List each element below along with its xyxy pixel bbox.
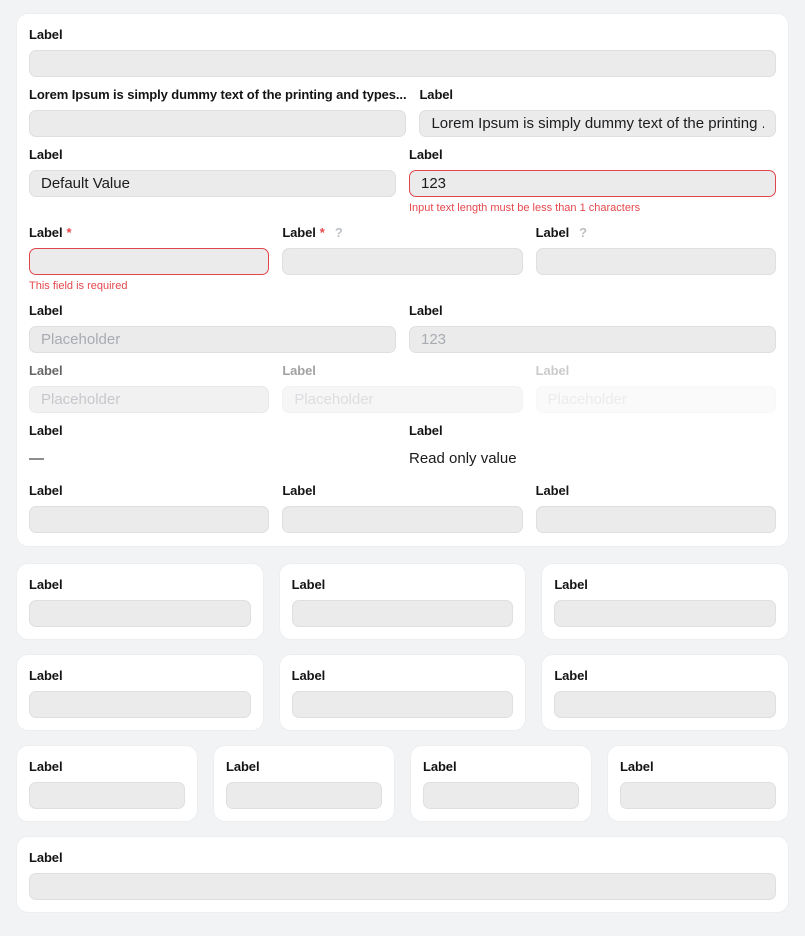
- field-label: Label: [226, 759, 260, 774]
- field-label: Label: [291, 577, 326, 592]
- field-basic: [282, 483, 522, 533]
- field-card: [541, 654, 789, 731]
- field-label: Label: [423, 759, 457, 774]
- text-input[interactable]: [29, 782, 185, 809]
- text-input[interactable]: [29, 170, 396, 197]
- field-label: Label: [29, 668, 63, 683]
- field-label: Label: [29, 363, 63, 378]
- field-length-error: [409, 147, 776, 215]
- field-label: Label: [282, 363, 316, 378]
- text-input-error[interactable]: [29, 248, 269, 275]
- field-basic: [29, 483, 269, 533]
- field-disabled-1: [29, 363, 269, 413]
- field-label: Label: [29, 225, 63, 240]
- field-disabled-2: [282, 363, 522, 413]
- text-input[interactable]: [282, 506, 522, 533]
- required-asterisk: *: [319, 225, 325, 240]
- field-number-placeholder: [409, 303, 776, 353]
- field-card: [410, 745, 592, 822]
- text-input-disabled: [282, 386, 522, 413]
- field-label: Label: [419, 87, 453, 102]
- text-input[interactable]: [554, 600, 776, 627]
- text-input-disabled: [536, 386, 776, 413]
- text-input-error[interactable]: [409, 170, 776, 197]
- field-label: Label: [535, 225, 570, 240]
- field-card: [16, 745, 198, 822]
- text-input[interactable]: [292, 691, 514, 718]
- text-input[interactable]: [419, 110, 776, 137]
- field-label: Label: [535, 483, 570, 498]
- text-input-disabled: [29, 386, 269, 413]
- form-row-3: [29, 147, 776, 215]
- text-input[interactable]: [423, 782, 579, 809]
- field-long-value: [419, 87, 776, 137]
- field-readonly: [409, 423, 776, 468]
- field-label: Label: [29, 423, 63, 438]
- form-card: [16, 13, 789, 547]
- form-row-4: [29, 225, 776, 293]
- field-card: [16, 654, 264, 731]
- field-required-error: [29, 225, 269, 293]
- error-message: Input text length must be less than 1 characters: [409, 202, 641, 214]
- readonly-value: —: [29, 450, 44, 467]
- field-placeholder: [29, 303, 396, 353]
- field-card: [16, 563, 264, 640]
- field-label: Label: [409, 303, 443, 318]
- number-input[interactable]: [409, 326, 776, 353]
- text-input[interactable]: [29, 691, 251, 718]
- field-long-label: [29, 87, 406, 137]
- field-label: Label: [409, 147, 443, 162]
- field-label: Label: [620, 759, 654, 774]
- field-readonly-empty: [29, 423, 396, 468]
- field-card-full: [16, 836, 789, 913]
- field-label: Label: [29, 303, 63, 318]
- field-label: Label: [29, 27, 63, 42]
- field-label: Label: [554, 577, 588, 592]
- text-input[interactable]: [282, 248, 522, 275]
- card-row-1: [16, 563, 789, 640]
- text-input[interactable]: [536, 506, 776, 533]
- help-icon[interactable]: ?: [334, 225, 343, 240]
- form-row-6: [29, 363, 776, 413]
- text-input[interactable]: [536, 248, 776, 275]
- form-row-8: [29, 483, 776, 533]
- required-asterisk: *: [66, 225, 72, 240]
- readonly-value: Read only value: [409, 450, 517, 467]
- card-row-3: [16, 745, 789, 822]
- text-input[interactable]: [29, 50, 776, 77]
- text-input[interactable]: [29, 600, 251, 627]
- text-input[interactable]: [620, 782, 776, 809]
- text-input[interactable]: [554, 691, 776, 718]
- field-card: [607, 745, 789, 822]
- text-input[interactable]: [226, 782, 382, 809]
- text-input[interactable]: [29, 326, 396, 353]
- field-basic: [29, 27, 776, 77]
- card-row-2: [16, 654, 789, 731]
- field-label: Label: [554, 668, 588, 683]
- text-input[interactable]: [29, 110, 406, 137]
- form-row-2: [29, 87, 776, 137]
- text-input[interactable]: [29, 506, 269, 533]
- field-disabled-3: [536, 363, 776, 413]
- field-label: Lorem Ipsum is simply dummy text of the printing and types...: [29, 87, 407, 102]
- field-default-value: [29, 147, 396, 197]
- field-label: Label: [29, 759, 63, 774]
- text-input[interactable]: [292, 600, 514, 627]
- field-label: Label: [282, 483, 316, 498]
- field-label: Label: [29, 577, 63, 592]
- field-label: Label: [282, 225, 316, 240]
- help-icon[interactable]: ?: [579, 225, 588, 240]
- field-label: Label: [29, 147, 63, 162]
- field-card: [541, 563, 789, 640]
- form-row-5: [29, 303, 776, 353]
- field-required-help: [282, 225, 522, 275]
- form-row-7: [29, 423, 776, 468]
- field-help: [536, 225, 776, 275]
- field-card: [279, 654, 527, 731]
- form-row-1: [29, 27, 776, 77]
- field-label: Label: [29, 850, 63, 865]
- field-label: Label: [535, 363, 570, 378]
- text-input[interactable]: [29, 873, 776, 900]
- field-basic: [536, 483, 776, 533]
- field-card: [279, 563, 527, 640]
- error-message: This field is required: [29, 280, 128, 292]
- field-label: Label: [29, 483, 63, 498]
- field-label: Label: [291, 668, 326, 683]
- field-card: [213, 745, 395, 822]
- field-label: Label: [409, 423, 443, 438]
